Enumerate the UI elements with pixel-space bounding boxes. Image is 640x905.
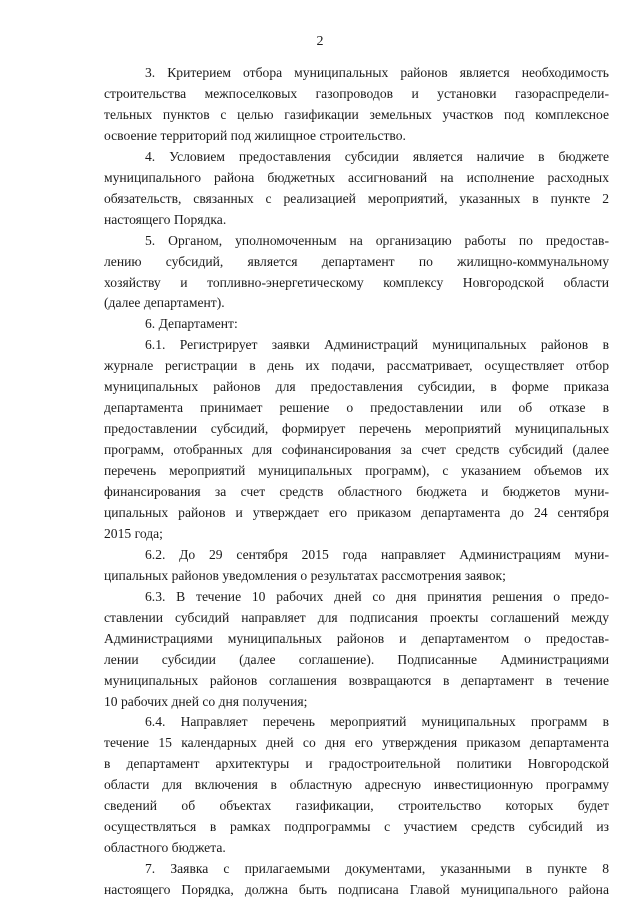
text-line: в департамент архитектуры и градостроительной политики Новгородской [104, 756, 609, 772]
text-line: журнале регистрации в день их подачи, рассматривает, осуществляет отбор [104, 358, 609, 374]
page-number: 2 [316, 34, 324, 49]
text-line: 10 рабочих дней со дня получения; [104, 693, 308, 709]
text-line: департамента принимает решение о предоставлении или об отказе в [104, 400, 609, 416]
text-line: муниципального района бюджетных ассигнований на исполнение расходных [104, 169, 609, 185]
text-line: сведений об объектах газификации, строительство которых будет [104, 798, 609, 814]
text-line: строительства межпоселковых газопроводов и установки газораспредели- [104, 86, 609, 101]
text-line: (далее департамент). [104, 295, 225, 311]
text-line: муниципальных районов для предоставления субсидии, в форме приказа [104, 379, 609, 395]
text-line: 6. Департамент: [145, 316, 238, 332]
text-line: осуществляться в рамках подпрограммы с участием средств субсидий из [104, 819, 609, 835]
text-line: 6.1. Регистрирует заявки Администраций муниципальных районов в [145, 337, 609, 353]
text-line: 3. Критерием отбора муниципальных районов является необходимость [145, 65, 609, 80]
text-line: ставлении субсидий направляет для подписания проекты соглашений между [104, 609, 609, 625]
text-line: хозяйству и топливно-энергетическому комплексу Новгородской области [104, 274, 609, 290]
text-line: 6.3. В течение 10 рабочих дней со дня принятия решения о предо- [145, 588, 609, 604]
text-line: 7. Заявка с прилагаемыми документами, указанными в пункте 8 [145, 861, 609, 877]
text-line: области для включения в областную адресную инвестиционную программу [104, 777, 609, 793]
text-line: предоставлении субсидий, формирует перечень мероприятий муниципальных [104, 421, 609, 437]
text-line: ципальных районов и утверждает его приказом департамента до 24 сентября [104, 504, 609, 520]
text-line: течение 15 календарных дней со дня его утверждения приказом департамента [104, 735, 609, 751]
text-line: настоящего Порядка. [104, 211, 227, 227]
text-line: муниципальных районов соглашения возвращаются в департамент в течение [104, 672, 609, 688]
text-line: тельных пунктов с целью газификации земельных участков под комплексное [104, 106, 609, 122]
text-line: областного бюджета. [104, 840, 226, 856]
text-line: программ, отобранных для софинансирования за счет средств субсидий (далее [104, 442, 609, 458]
text-line: лении субсидии (далее соглашение). Подписанные Администрациями [104, 651, 609, 667]
text-line: освоение территорий под жилищное строительство. [104, 127, 406, 143]
text-line: 4. Условием предоставления субсидии является наличие в бюджете [145, 148, 609, 164]
text-line: 6.2. До 29 сентября 2015 года направляет Администрациям муни- [145, 546, 609, 562]
text-line: ципальных районов уведомления о результатах рассмотрения заявок; [104, 567, 506, 583]
text-line: перечень мероприятий муниципальных программ), с указанием объемов их [104, 463, 609, 479]
text-line: Администрациями муниципальных районов и департаментом о предостав- [104, 630, 609, 646]
text-line: настоящего Порядка, должна быть подписана Главой муниципального района [104, 882, 609, 897]
text-line: обязательств, связанных с реализацией мероприятий, указанных в пункте 2 [104, 190, 609, 206]
text-line: лению субсидий, является департамент по жилищно-коммунальному [104, 253, 609, 269]
text-line: 2015 года; [104, 525, 163, 541]
text-line: финансирования за счет средств областного бюджета и бюджетов муни- [104, 484, 609, 499]
text-line: 5. Органом, уполномоченным на организацию работы по предостав- [145, 232, 609, 248]
text-line: 6.4. Направляет перечень мероприятий муниципальных программ в [145, 714, 609, 730]
